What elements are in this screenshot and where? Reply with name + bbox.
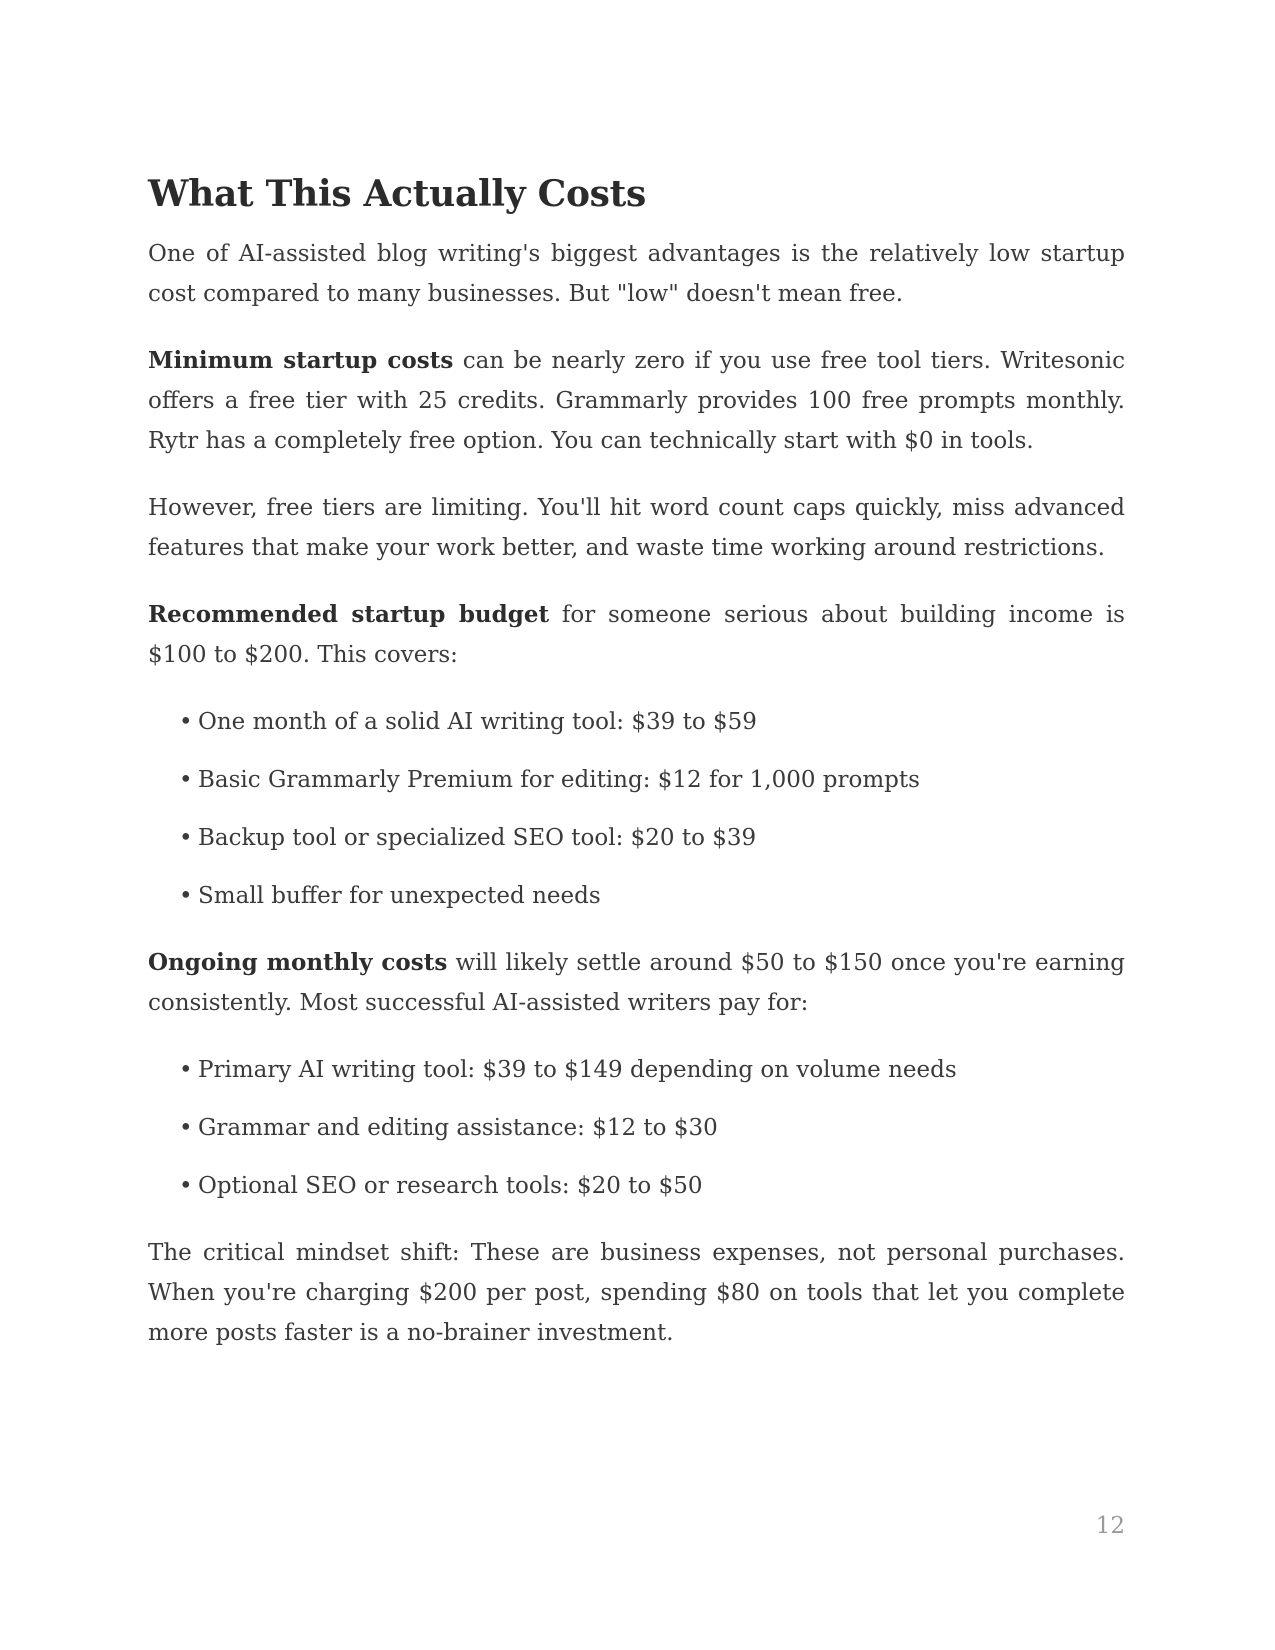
paragraph-free-tiers-limiting — [148, 488, 1125, 568]
monthly-costs-list — [148, 1050, 1125, 1206]
paragraph-bold-lead: Recommended startup budget — [148, 601, 550, 628]
list-item — [148, 1166, 1125, 1206]
list-item — [148, 876, 1125, 916]
bullet-icon: • — [179, 1057, 193, 1083]
list-item-text: Backup tool or specialized SEO tool: $20 to $39 — [198, 825, 757, 851]
list-item-text: One month of a solid AI writing tool: $39 to $59 — [198, 709, 757, 735]
list-item-text: Small buffer for unexpected needs — [198, 883, 601, 909]
list-item-text: Primary AI writing tool: $39 to $149 depending on volume needs — [198, 1057, 957, 1083]
paragraph-recommended-budget — [148, 595, 1125, 675]
paragraph-text: One of AI-assisted blog writing's biggest advantages is the relatively low startup cost compared to many businesses. But "low" doesn't mean free. — [148, 241, 1125, 307]
paragraph-mindset-shift — [148, 1233, 1125, 1353]
bullet-icon: • — [179, 883, 193, 909]
list-item — [148, 1050, 1125, 1090]
paragraph-bold-lead: Ongoing monthly costs — [148, 949, 448, 976]
paragraph-bold-lead: Minimum startup costs — [148, 347, 454, 374]
paragraph-text: However, free tiers are limiting. You'll hit word count caps quickly, miss advanced features that make your work better, and waste time working around restrictions. — [148, 495, 1125, 561]
list-item — [148, 760, 1125, 800]
list-item — [148, 702, 1125, 742]
page-number: 12 — [1095, 1513, 1125, 1539]
paragraph-text: can be nearly zero if you use free tool tiers. Writesonic offers a free tier with 25 credits. Grammarly provides 100 free prompts monthly. Rytr has a completely free option. You can technically start with $0 in tools. — [148, 348, 1125, 454]
bullet-icon: • — [179, 709, 193, 735]
bullet-icon: • — [179, 767, 193, 793]
list-item-text: Basic Grammarly Premium for editing: $12 for 1,000 prompts — [198, 767, 920, 793]
startup-budget-list — [148, 702, 1125, 916]
paragraph-text: The critical mindset shift: These are business expenses, not personal purchases. When you're charging $200 per post, spending $80 on tools that let you complete more posts faster is a no-brainer investment. — [148, 1240, 1125, 1346]
paragraph-text: for someone serious about building income is $100 to $200. This covers: — [148, 602, 1125, 668]
paragraph-intro — [148, 234, 1125, 314]
list-item-text: Grammar and editing assistance: $12 to $30 — [198, 1115, 718, 1141]
list-item — [148, 818, 1125, 858]
paragraph-text: will likely settle around $50 to $150 once you're earning consistently. Most successful AI-assisted writers pay for: — [148, 950, 1126, 1016]
paragraph-ongoing-monthly-costs — [148, 943, 1125, 1023]
bullet-icon: • — [179, 1173, 193, 1199]
page-title: What This Actually Costs — [148, 173, 646, 215]
list-item — [148, 1108, 1125, 1148]
list-item-text: Optional SEO or research tools: $20 to $50 — [198, 1173, 703, 1199]
bullet-icon: • — [179, 825, 193, 851]
bullet-icon: • — [179, 1115, 193, 1141]
paragraph-minimum-startup-costs — [148, 341, 1125, 461]
